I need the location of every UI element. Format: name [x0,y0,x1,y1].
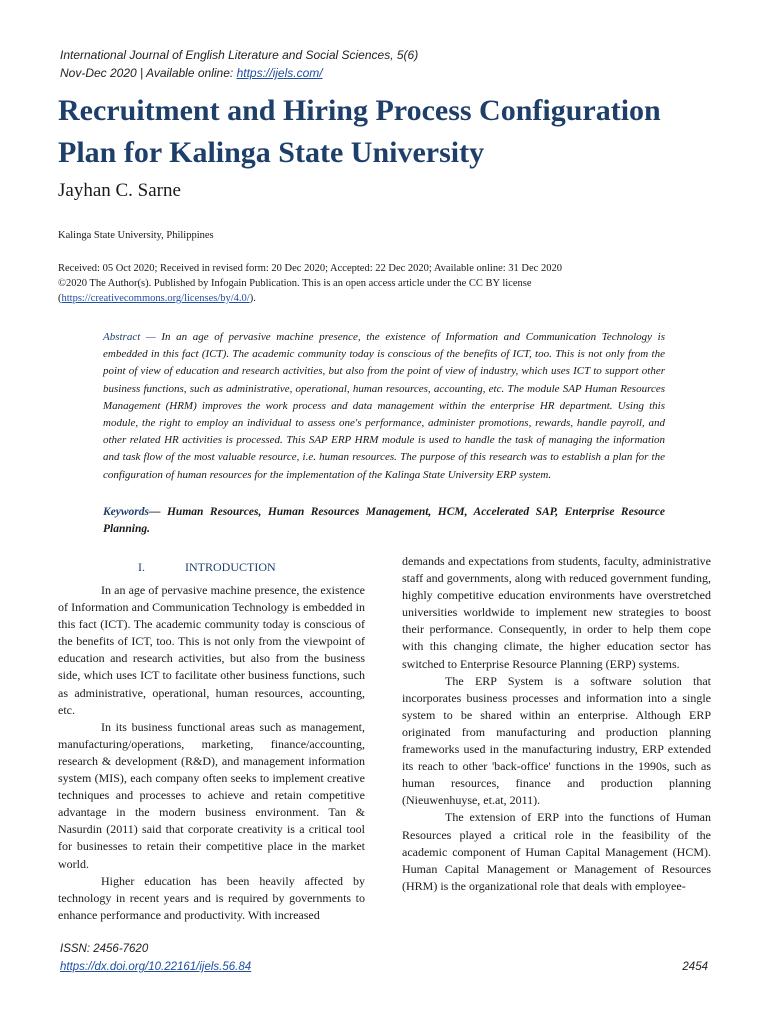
section-title: INTRODUCTION [185,560,276,574]
right-column [402,553,711,895]
license-link[interactable]: https://creativecommons.org/licenses/by/4.0/ [61,293,250,304]
journal-name: International Journal of English Literature and Social Sciences, 5(6) [60,48,419,62]
doi-link[interactable]: https://dx.doi.org/10.22161/ijels.56.84 [60,961,252,973]
paragraph: The ERP System is a software solution that incorporates business processes and information into a single system to be shared within an enterprise. Although ERP originated from manufacturing and production planning frameworks used in the manufacturing industry, ERP extended its reach to other 'back-office' functions in the 1990s, such as human resources, finance and production planning (Nieuwenhuyse, et.at, 2011). [402,673,711,808]
footer-left [60,940,251,976]
keywords [103,504,665,538]
page-number: 2454 [682,961,708,973]
issue-text: Nov-Dec 2020 | Available online: [60,66,237,80]
paragraph: Higher education has been heavily affected by technology in recent years and is required by governments to enhance performance and productivity. With increased [58,873,365,922]
paragraph: demands and expectations from students, faculty, administrative staff and governments, along with reduced government funding, highly competitive education environments have overstretched universities worldwide to implement new strategies to boost their performance. Consequently, in order to help them cope with this changing climate, the higher education sector has switched to Enterprise Resource Planning (ERP) systems. [402,554,711,671]
received-dates: Received: 05 Oct 2020; Received in revised form: 20 Dec 2020; Accepted: 22 Dec 2020; Available online: 31 Dec 2020 [58,263,562,274]
keywords-label: Keywords [103,506,149,518]
license-line: (https://creativecommons.org/licenses/by/4.0/). [58,293,256,304]
affiliation: Kalinga State University, Philippines [58,230,214,241]
journal-issue [60,64,418,82]
publication-dates [58,261,658,306]
journal-link[interactable]: https://ijels.com/ [236,66,323,80]
keywords-text: — Human Resources, Human Resources Management, HCM, Accelerated SAP, Enterprise Resource Planning. [103,506,665,535]
left-column [58,582,365,924]
journal-header [60,46,418,82]
paragraph: In its business functional areas such as management, manufacturing/operations, marketing, finance/accounting, research & development (R&D), and management information system (MIS), each company often seeks to implement creative techniques and processes to achieve and retain competitive advantage in the modern business environment. Tan & Nasurdin (2011) said that corporate creativity is a critical tool for businesses to retain their competitive place in the market world. [58,719,365,871]
abstract-label: Abstract [103,331,141,343]
abstract-dash: — [140,331,162,343]
paper-title: Recruitment and Hiring Process Configuration Plan for Kalinga State University [58,94,661,169]
copyright-line: ©2020 The Author(s). Published by Infogain Publication. This is an open access article under the CC BY license [58,278,532,289]
abstract [103,329,665,484]
section-number: I. [138,560,145,574]
paragraph: In an age of pervasive machine presence, the existence of Information and Communication Technology is embedded in this fact (ICT). The academic community today is conscious of the benefits of ICT, too. This is not only from the viewpoint of education and research activities, but also from the business side, which uses ICT to facilitate other business functions, such as administrative, operational, human resources, accounting, etc. [58,583,365,717]
issn: ISSN: 2456-7620 [60,943,149,955]
paragraph: The extension of ERP into the functions of Human Resources played a critical role in the feasibility of the academic component of Human Capital Management (HCM). Human Capital Management or Management of Resources (HRM) is the organizational role that deals with employee- [402,810,711,893]
author-name: Jayhan C. Sarne [58,180,181,201]
abstract-text: In an age of pervasive machine presence, the existence of Information and Communication Technology is embedded in this fact (ICT). The academic community today is conscious of the benefits of ICT, too. This is not only from the point of view of education and research activities, but also from the point of view of industry, which uses ICT to support other business functions, such as administrative, operational, human resources, accounting, etc. The module SAP Human Resources Management (HRM) improves the work process and data management within the enterprise HR department. Using this module, the right to employ an individual to assess one's performance, administer promotions, rewards, handle payroll, and other related HR activities is processed. This SAP ERP HRM module is used to handle the task of managing the information and task flow of the most valuable resource, i.e. human resources. The purpose of this research was to establish a plan for the configuration of human resources for the implementation of the Kalinga State University ERP system. [103,331,665,481]
